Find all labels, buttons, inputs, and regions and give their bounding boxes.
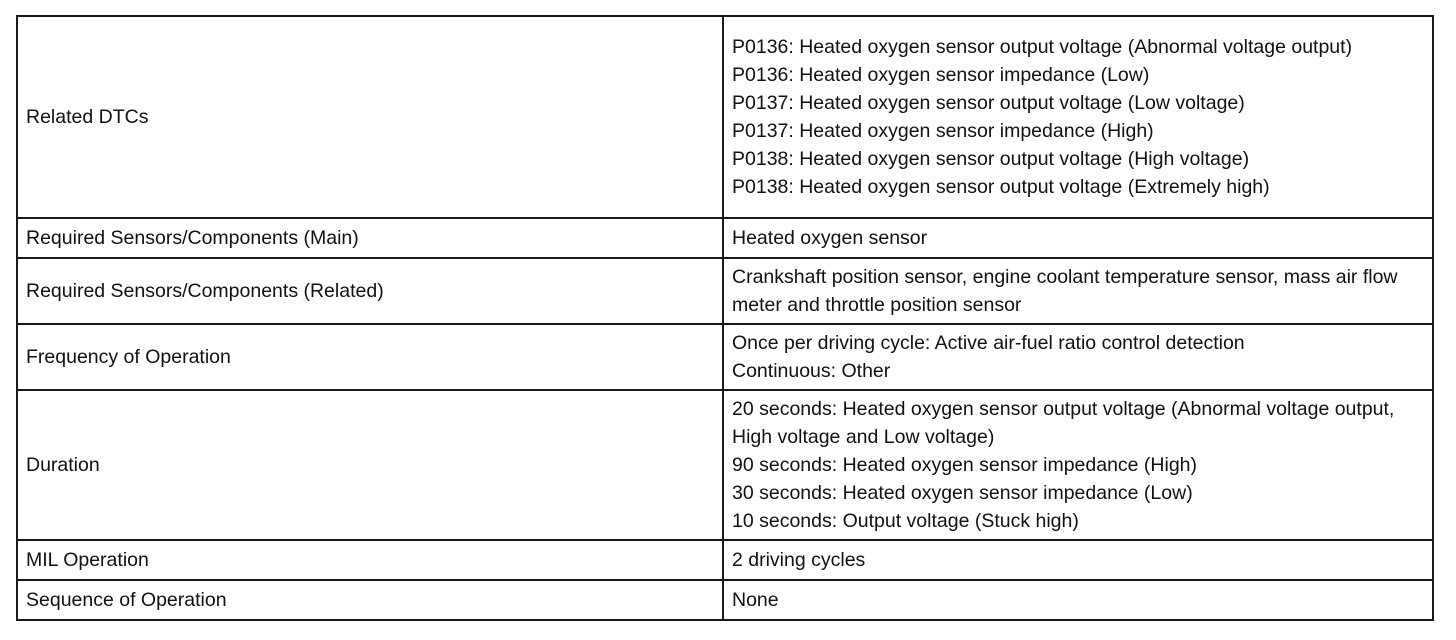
monitor-specification-table <box>16 15 1434 621</box>
value-line: Continuous: Other <box>732 360 891 382</box>
value-line: 90 seconds: Heated oxygen sensor impedance (High) <box>732 454 1198 476</box>
value-line: 10 seconds: Output voltage (Stuck high) <box>732 510 1079 532</box>
row-value <box>723 324 1433 390</box>
row-label: Sequence of Operation <box>17 580 723 620</box>
row-label: Required Sensors/Components (Related) <box>17 258 723 324</box>
value-line: Heated oxygen sensor <box>732 227 928 249</box>
table-row-frequency <box>17 324 1433 390</box>
row-value <box>723 390 1433 540</box>
row-value <box>723 580 1433 620</box>
value-line: Once per driving cycle: Active air-fuel ratio control detection <box>732 332 1245 354</box>
table-row-mil-operation <box>17 540 1433 580</box>
row-value <box>723 258 1433 324</box>
row-label: Frequency of Operation <box>17 324 723 390</box>
dtc-line: P0138: Heated oxygen sensor output voltage (Extremely high) <box>732 176 1270 198</box>
value-line: 20 seconds: Heated oxygen sensor output voltage (Abnormal voltage output, High voltage and Low voltage) <box>732 398 1395 448</box>
dtc-line: P0136: Heated oxygen sensor output voltage (Abnormal voltage output) <box>732 36 1353 58</box>
dtc-line: P0137: Heated oxygen sensor output voltage (Low voltage) <box>732 92 1245 114</box>
row-label: Required Sensors/Components (Main) <box>17 218 723 258</box>
table-row-sequence <box>17 580 1433 620</box>
table-row-required-related <box>17 258 1433 324</box>
row-label: Related DTCs <box>17 16 723 218</box>
value-line: None <box>732 589 779 611</box>
dtc-line: P0137: Heated oxygen sensor impedance (High) <box>732 120 1154 142</box>
row-value <box>723 16 1433 218</box>
dtc-line: P0138: Heated oxygen sensor output voltage (High voltage) <box>732 148 1250 170</box>
dtc-line: P0136: Heated oxygen sensor impedance (Low) <box>732 64 1150 86</box>
row-label: Duration <box>17 390 723 540</box>
value-line: Crankshaft position sensor, engine coolant temperature sensor, mass air flow meter and throttle position sensor <box>732 266 1398 316</box>
table-row-duration <box>17 390 1433 540</box>
value-line: 30 seconds: Heated oxygen sensor impedance (Low) <box>732 482 1193 504</box>
row-label: MIL Operation <box>17 540 723 580</box>
value-line: 2 driving cycles <box>732 549 866 571</box>
row-value <box>723 218 1433 258</box>
table-row-required-main <box>17 218 1433 258</box>
table-row-related-dtcs <box>17 16 1433 218</box>
row-value <box>723 540 1433 580</box>
